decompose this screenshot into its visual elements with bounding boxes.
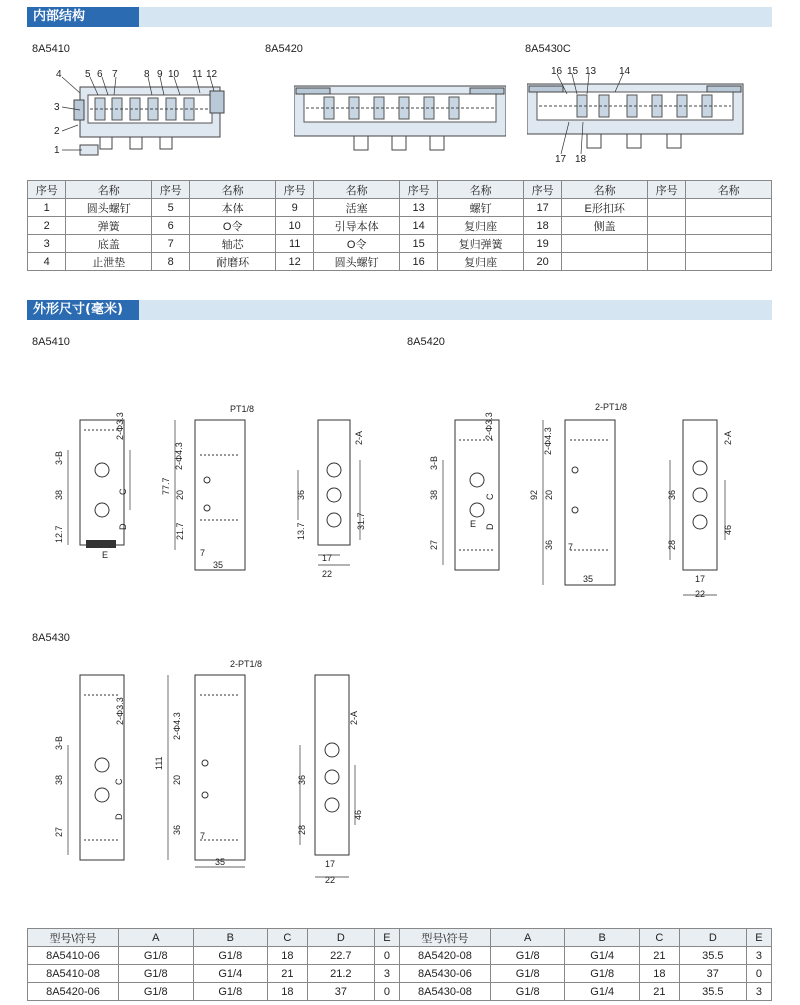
dim-17: 17 xyxy=(325,859,336,869)
callout-3: 3 xyxy=(54,102,60,113)
dim-7: 7 xyxy=(568,542,574,552)
model-label-dim-8a5430: 8A5430 xyxy=(32,632,70,644)
callout-13: 13 xyxy=(585,66,597,77)
table-row xyxy=(28,217,772,235)
dim-2pt18: 2-PT1/8 xyxy=(595,402,628,412)
callout-5: 5 xyxy=(85,69,91,80)
dim-c: C xyxy=(118,488,128,495)
dim-17: 17 xyxy=(695,574,706,584)
table-cell: 20 xyxy=(523,253,561,271)
table-cell xyxy=(686,199,772,217)
table-cell: 本体 xyxy=(190,199,276,217)
table-cell: 8 xyxy=(151,253,189,271)
dim-111: 111 xyxy=(154,756,164,770)
table-row xyxy=(28,253,772,271)
table-cell: G1/8 xyxy=(490,983,565,1001)
table-cell: 8A5410-06 xyxy=(28,947,119,965)
dim-38: 38 xyxy=(429,489,439,500)
dimension-drawing-8a5420 xyxy=(425,400,755,600)
table-cell: 35.5 xyxy=(679,947,746,965)
dim-28: 28 xyxy=(297,824,307,835)
table-cell: 21 xyxy=(268,965,308,983)
header-cell: 序号 xyxy=(523,181,561,199)
dim-35: 35 xyxy=(213,560,224,570)
callout-15: 15 xyxy=(567,66,579,77)
header-cell: A xyxy=(119,929,194,947)
table-cell: 7 xyxy=(151,235,189,253)
dim-7: 7 xyxy=(200,831,206,841)
dim-36: 36 xyxy=(296,489,306,500)
table-cell: 0 xyxy=(746,965,771,983)
parts-table xyxy=(27,180,772,271)
dim-e: E xyxy=(102,550,109,560)
table-cell: 1 xyxy=(28,199,66,217)
table-cell: G1/4 xyxy=(565,983,640,1001)
dimension-drawing-8a5410 xyxy=(50,400,380,580)
spec-table xyxy=(27,928,772,1001)
table-cell: 圆头螺钉 xyxy=(314,253,400,271)
dim-7: 7 xyxy=(200,548,206,558)
header-cell: 序号 xyxy=(275,181,313,199)
table-cell: G1/8 xyxy=(565,965,640,983)
dim-20: 20 xyxy=(172,774,182,785)
dim-phi33: 2-Φ3.3 xyxy=(115,697,125,725)
cross-section-8a5410 xyxy=(50,65,230,160)
callout-4: 4 xyxy=(56,69,62,80)
table-cell: 耐磨环 xyxy=(190,253,276,271)
table-cell: 8A5420-08 xyxy=(399,947,490,965)
model-label-dim-8a5420: 8A5420 xyxy=(407,336,445,348)
table-cell: 止泄垫 xyxy=(66,253,152,271)
table-cell xyxy=(562,253,648,271)
table-row xyxy=(28,983,772,1001)
table-cell: G1/8 xyxy=(193,983,268,1001)
table-cell: 圆头螺钉 xyxy=(66,199,152,217)
callout-7: 7 xyxy=(112,69,118,80)
table-cell: 37 xyxy=(307,983,374,1001)
table-cell: 引导本体 xyxy=(314,217,400,235)
table-cell: G1/8 xyxy=(490,965,565,983)
dim-77-7: 77.7 xyxy=(161,477,171,495)
dim-phi43: 2-Φ4.3 xyxy=(543,427,553,455)
table-cell xyxy=(686,235,772,253)
table-cell: 11 xyxy=(275,235,313,253)
dim-46: 46 xyxy=(353,809,363,820)
table-cell: 底盖 xyxy=(66,235,152,253)
callout-16: 16 xyxy=(551,66,563,77)
dim-21-7: 21.7 xyxy=(175,522,185,540)
structure-section-header xyxy=(27,7,772,27)
dim-e: E xyxy=(470,519,477,529)
dim-c: C xyxy=(485,493,495,500)
table-cell: G1/4 xyxy=(565,947,640,965)
table-cell: 8A5430-08 xyxy=(399,983,490,1001)
table-row xyxy=(28,965,772,983)
dim-d: D xyxy=(114,813,124,820)
dimensions-section-title: 外形尺寸(毫米) xyxy=(27,300,139,320)
dimension-drawing-8a5430 xyxy=(50,655,380,885)
dim-31-7: 31.7 xyxy=(356,512,366,530)
header-cell: B xyxy=(565,929,640,947)
table-cell: 复归座 xyxy=(438,253,524,271)
dim-46: 46 xyxy=(723,524,733,535)
table-cell: 螺钉 xyxy=(438,199,524,217)
table-cell: 6 xyxy=(151,217,189,235)
table-cell: 3 xyxy=(746,983,771,1001)
table-cell: 2 xyxy=(28,217,66,235)
header-cell: 序号 xyxy=(151,181,189,199)
header-cell: B xyxy=(193,929,268,947)
callout-9: 9 xyxy=(157,69,163,80)
dim-phi33: 2-Φ3.3 xyxy=(115,412,125,440)
dim-17: 17 xyxy=(322,553,333,563)
header-cell: 名称 xyxy=(686,181,772,199)
table-cell: 19 xyxy=(523,235,561,253)
callout-2: 2 xyxy=(54,126,60,137)
dim-36b: 36 xyxy=(297,774,307,785)
table-cell: 13 xyxy=(399,199,437,217)
table-cell: 8A5420-06 xyxy=(28,983,119,1001)
dim-27: 27 xyxy=(429,539,439,550)
table-cell: G1/8 xyxy=(119,983,194,1001)
table-cell: 21 xyxy=(639,983,679,1001)
table-cell: 复归座 xyxy=(438,217,524,235)
table-cell: 复归弹簧 xyxy=(438,235,524,253)
table-cell: O令 xyxy=(190,217,276,235)
dim-d: D xyxy=(118,523,128,530)
table-cell: G1/8 xyxy=(490,947,565,965)
table-cell: 10 xyxy=(275,217,313,235)
callout-10: 10 xyxy=(168,69,180,80)
dim-27: 27 xyxy=(54,826,64,837)
table-cell: 21.2 xyxy=(307,965,374,983)
dim-36b: 36 xyxy=(667,489,677,500)
dim-38: 38 xyxy=(54,774,64,785)
table-cell: 活塞 xyxy=(314,199,400,217)
table-cell: 14 xyxy=(399,217,437,235)
dim-38: 38 xyxy=(54,489,64,500)
dim-c: C xyxy=(114,778,124,785)
dim-2pt18: 2-PT1/8 xyxy=(230,659,263,669)
table-cell: 3 xyxy=(374,965,399,983)
header-cell: 名称 xyxy=(66,181,152,199)
header-cell: 序号 xyxy=(399,181,437,199)
table-cell: G1/8 xyxy=(193,947,268,965)
table-cell: O令 xyxy=(314,235,400,253)
header-cell: D xyxy=(307,929,374,947)
dim-28: 28 xyxy=(667,539,677,550)
header-cell: E xyxy=(374,929,399,947)
spec-table-header xyxy=(28,929,772,947)
dim-2a: 2-A xyxy=(723,430,733,445)
table-cell: 弹簧 xyxy=(66,217,152,235)
table-cell: 18 xyxy=(268,947,308,965)
table-cell: 8A5430-06 xyxy=(399,965,490,983)
dim-3b: 3-B xyxy=(429,455,439,470)
callout-17: 17 xyxy=(555,154,567,165)
table-row xyxy=(28,947,772,965)
header-cell: 型号\符号 xyxy=(28,929,119,947)
table-row xyxy=(28,235,772,253)
dim-22: 22 xyxy=(322,569,333,579)
table-cell: 18 xyxy=(523,217,561,235)
table-cell: G1/8 xyxy=(119,965,194,983)
table-cell: 5 xyxy=(151,199,189,217)
table-cell: 8A5410-08 xyxy=(28,965,119,983)
header-cell: D xyxy=(679,929,746,947)
structure-section-title: 内部结构 xyxy=(27,7,139,27)
header-cell: 序号 xyxy=(647,181,685,199)
table-cell: 轴芯 xyxy=(190,235,276,253)
header-cell: A xyxy=(490,929,565,947)
dim-3b: 3-B xyxy=(54,450,64,465)
header-cell: 序号 xyxy=(28,181,66,199)
table-cell: 16 xyxy=(399,253,437,271)
dim-2a: 2-A xyxy=(354,430,364,445)
callout-12: 12 xyxy=(206,69,218,80)
header-cell: 名称 xyxy=(562,181,648,199)
parts-table-header xyxy=(28,181,772,199)
dim-92: 92 xyxy=(529,489,539,500)
model-label-dim-8a5410: 8A5410 xyxy=(32,336,70,348)
dim-pt18: PT1/8 xyxy=(230,404,255,414)
callout-1: 1 xyxy=(54,145,60,156)
header-cell: 名称 xyxy=(190,181,276,199)
model-label-8a5430c: 8A5430C xyxy=(525,43,571,55)
table-cell: 9 xyxy=(275,199,313,217)
table-cell xyxy=(647,235,685,253)
table-cell xyxy=(686,253,772,271)
dim-35: 35 xyxy=(583,574,594,584)
callout-18: 18 xyxy=(575,154,587,165)
callout-6: 6 xyxy=(97,69,103,80)
dim-phi33: 2-Φ3.3 xyxy=(484,412,494,440)
table-cell: 21 xyxy=(639,947,679,965)
dim-20: 20 xyxy=(544,489,554,500)
callout-8: 8 xyxy=(144,69,150,80)
table-cell xyxy=(686,217,772,235)
table-cell: 0 xyxy=(374,947,399,965)
dim-12-7: 12.7 xyxy=(54,525,64,543)
header-cell: C xyxy=(268,929,308,947)
table-cell: 17 xyxy=(523,199,561,217)
dim-35: 35 xyxy=(215,857,226,867)
table-cell: 35.5 xyxy=(679,983,746,1001)
table-cell xyxy=(647,253,685,271)
model-label-8a5420: 8A5420 xyxy=(265,43,303,55)
dimensions-section-header xyxy=(27,300,772,320)
table-cell: 0 xyxy=(374,983,399,1001)
callout-11: 11 xyxy=(192,69,203,80)
table-cell: 37 xyxy=(679,965,746,983)
table-cell xyxy=(647,199,685,217)
cross-section-8a5420 xyxy=(294,84,506,154)
table-row xyxy=(28,199,772,217)
header-cell: E xyxy=(746,929,771,947)
dim-3b: 3-B xyxy=(54,735,64,750)
table-cell: 18 xyxy=(268,983,308,1001)
table-cell: G1/8 xyxy=(119,947,194,965)
table-cell: E形扣环 xyxy=(562,199,648,217)
table-cell: 侧盖 xyxy=(562,217,648,235)
table-cell: 18 xyxy=(639,965,679,983)
table-cell: 3 xyxy=(28,235,66,253)
table-cell: 15 xyxy=(399,235,437,253)
header-cell: C xyxy=(639,929,679,947)
header-cell: 名称 xyxy=(438,181,524,199)
table-cell: G1/4 xyxy=(193,965,268,983)
table-cell: 22.7 xyxy=(307,947,374,965)
callout-14: 14 xyxy=(619,66,631,77)
header-cell: 名称 xyxy=(314,181,400,199)
header-cell: 型号\符号 xyxy=(399,929,490,947)
dim-2a: 2-A xyxy=(349,710,359,725)
dim-36: 36 xyxy=(544,539,554,550)
table-cell: 3 xyxy=(746,947,771,965)
model-label-8a5410: 8A5410 xyxy=(32,43,70,55)
table-cell: 4 xyxy=(28,253,66,271)
table-cell: 12 xyxy=(275,253,313,271)
dim-20: 20 xyxy=(175,489,185,500)
table-cell xyxy=(647,217,685,235)
dim-22: 22 xyxy=(695,589,706,599)
dim-d: D xyxy=(485,523,495,530)
dim-22: 22 xyxy=(325,875,336,885)
dim-36: 36 xyxy=(172,824,182,835)
cross-section-8a5430c xyxy=(527,62,747,170)
dim-phi43: 2-Φ4.3 xyxy=(174,442,184,470)
dim-13-7: 13.7 xyxy=(296,522,306,540)
dim-phi43: 2-Φ4.3 xyxy=(172,712,182,740)
table-cell xyxy=(562,235,648,253)
